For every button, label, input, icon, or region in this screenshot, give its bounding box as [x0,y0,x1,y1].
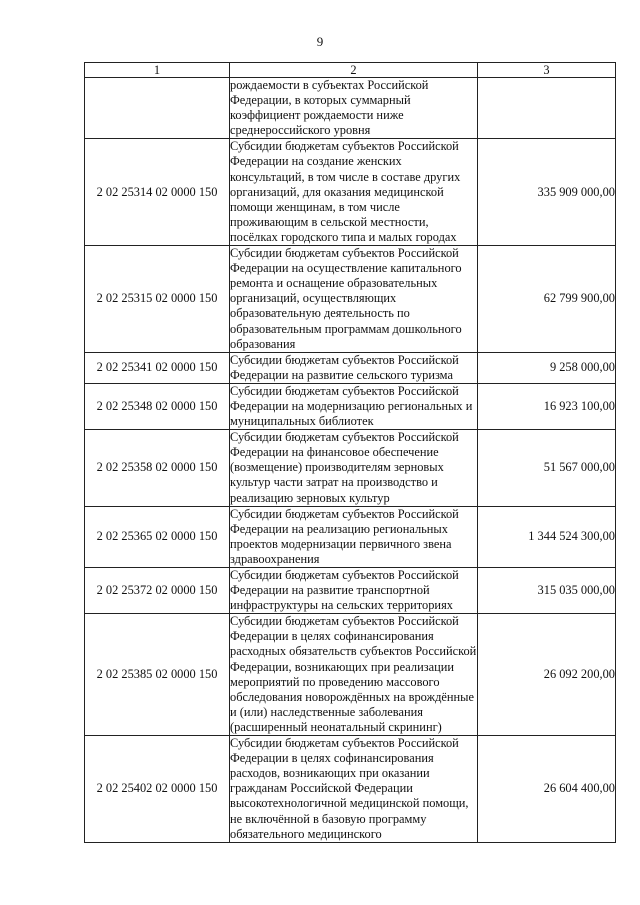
row-code: 2 02 25315 02 0000 150 [85,246,230,353]
table-header-row [85,63,616,78]
row-description: рождаемости в субъектах Российской Федерации, в которых суммарный коэффициент рождаемости ниже среднероссийского уровня [230,78,478,139]
row-description: Субсидии бюджетам субъектов Российской Федерации на осуществление капитального ремонта и оснащение образовательных организаций, осуществляющих образовательную деятельность по образовательным программам дошкольного образования [230,246,478,353]
row-code [85,78,230,139]
table-row [85,78,616,139]
table-row [85,568,616,614]
budget-table [84,62,616,843]
row-description: Субсидии бюджетам субъектов Российской Федерации в целях софинансирования расходных обязательств субъектов Российской Федерации, возникающих при реализации мероприятий по проведению массового обследования новорождённых на врождённые и (или) наследственные заболевания (расширенный неонатальный скрининг) [230,614,477,734]
row-amount [478,78,616,139]
row-amount: 1 344 524 300,00 [478,506,616,567]
row-amount: 335 909 000,00 [478,139,616,246]
table-row [85,352,616,383]
row-code: 2 02 25348 02 0000 150 [85,383,230,429]
row-amount: 16 923 100,00 [478,383,616,429]
row-amount: 26 604 400,00 [478,736,616,843]
table-row [85,246,616,353]
table-row [85,736,616,843]
row-description: Субсидии бюджетам субъектов Российской Федерации на модернизацию региональных и муниципальных библиотек [230,383,478,429]
column-header-code: 1 [85,63,230,78]
row-description: Субсидии бюджетам субъектов Российской Федерации в целях софинансирования расходов, возникающих при оказании гражданам Российской Федерации высокотехнологичной медицинской помощи, не включённой в базовую программу обязательного медицинского [230,736,478,843]
row-amount: 62 799 900,00 [478,246,616,353]
table-row [85,614,616,736]
table-row [85,383,616,429]
row-amount: 9 258 000,00 [478,352,616,383]
row-amount: 26 092 200,00 [478,614,616,736]
row-code: 2 02 25402 02 0000 150 [85,736,230,843]
column-header-description: 2 [230,63,478,78]
row-amount: 51 567 000,00 [478,430,616,506]
row-code: 2 02 25365 02 0000 150 [85,506,230,567]
table-row [85,430,616,506]
table-row [85,506,616,567]
row-code: 2 02 25385 02 0000 150 [85,614,230,736]
page-number: 9 [316,34,324,49]
row-description: Субсидии бюджетам субъектов Российской Федерации на развитие транспортной инфраструктуры на сельских территориях [230,568,478,614]
row-code: 2 02 25372 02 0000 150 [85,568,230,614]
row-description: Субсидии бюджетам субъектов Российской Федерации на развитие сельского туризма [230,352,478,383]
row-code: 2 02 25358 02 0000 150 [85,430,230,506]
row-code: 2 02 25341 02 0000 150 [85,352,230,383]
row-description: Субсидии бюджетам субъектов Российской Федерации на финансовое обеспечение (возмещение) производителям зерновых культур части затрат на производство и реализацию зерновых культур [230,430,478,506]
row-description: Субсидии бюджетам субъектов Российской Федерации на создание женских консультаций, в том числе в составе других организаций, для оказания медицинской помощи женщинам, в том числе проживающим в сельской местности, посёлках городского типа и малых городах [230,139,478,246]
row-code: 2 02 25314 02 0000 150 [85,139,230,246]
column-header-amount: 3 [478,63,616,78]
table-row [85,139,616,246]
row-amount: 315 035 000,00 [478,568,616,614]
row-description: Субсидии бюджетам субъектов Российской Федерации на реализацию региональных проектов модернизации первичного звена здравоохранения [230,506,478,567]
